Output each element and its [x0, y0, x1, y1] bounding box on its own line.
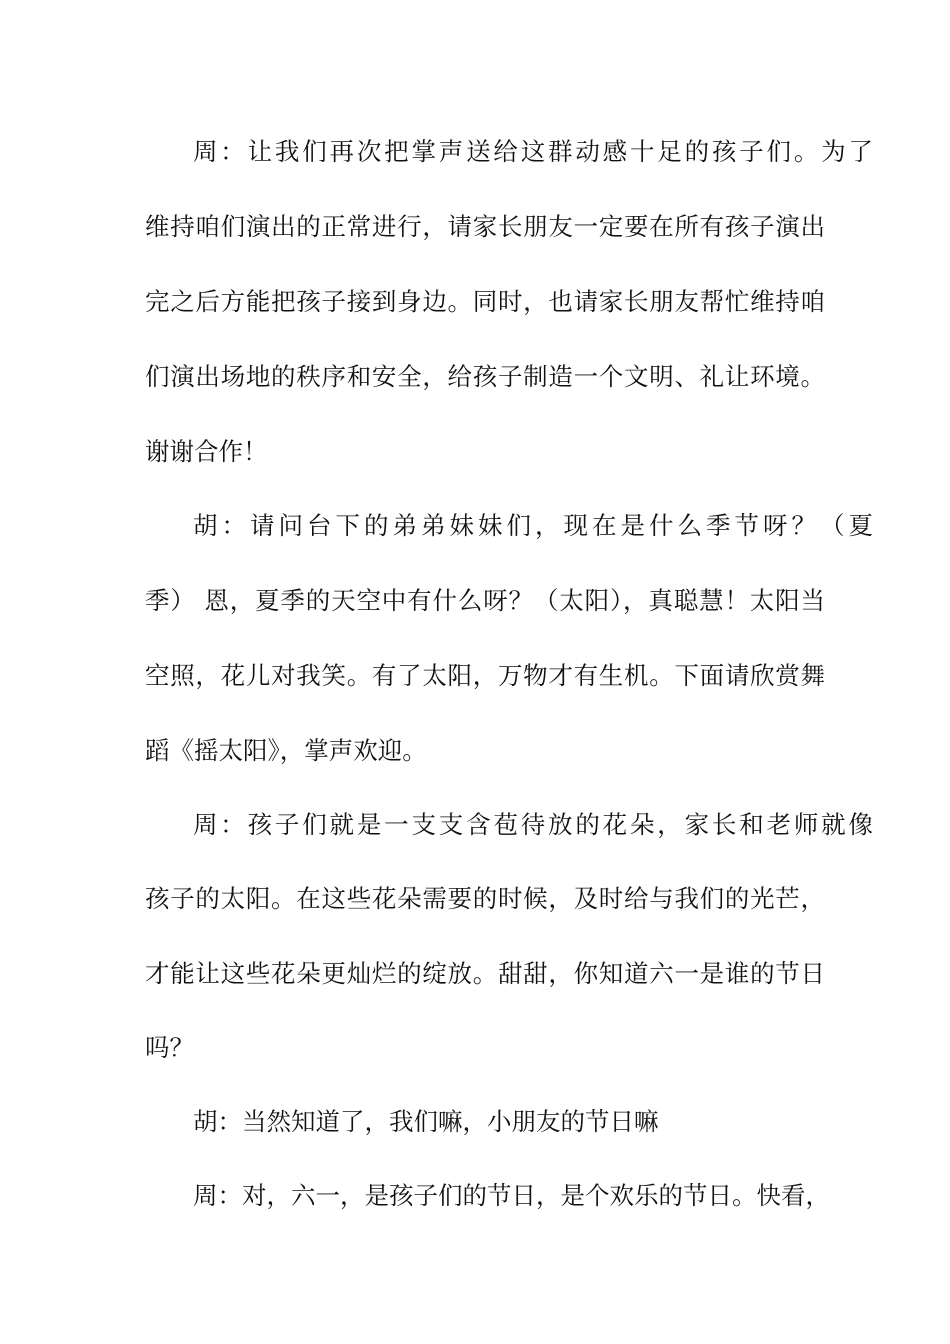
paragraph-line: 维持咱们演出的正常进行，请家长朋友一定要在所有孩子演出	[145, 212, 825, 241]
paragraph-line: 胡：当然知道了，我们嘛，小朋友的节日嘛	[193, 1107, 659, 1136]
paragraph-line: 们演出场地的秩序和安全，给孩子制造一个文明、礼让环境。	[145, 362, 825, 391]
paragraph-line: 胡：请问台下的弟弟妹妹们，现在是什么季节呀？（夏	[193, 511, 873, 540]
paragraph-line: 蹈《摇太阳》，掌声欢迎。	[145, 736, 427, 765]
paragraph-line: 谢谢合作！	[145, 437, 268, 466]
paragraph-line: 周：孩子们就是一支支含苞待放的花朵，家长和老师就像	[193, 810, 873, 839]
paragraph-line: 孩子的太阳。在这些花朵需要的时候，及时给与我们的光芒，	[145, 884, 825, 913]
paragraph-line: 周：对，六一，是孩子们的节日，是个欢乐的节日。快看，	[193, 1181, 830, 1210]
paragraph-line: 周：让我们再次把掌声送给这群动感十足的孩子们。为了	[193, 137, 873, 166]
paragraph-line: 季） 恩，夏季的天空中有什么呀？（太阳），真聪慧！太阳当	[145, 586, 825, 615]
paragraph-line: 吗？	[145, 1033, 194, 1062]
paragraph-line: 才能让这些花朵更灿烂的绽放。甜甜，你知道六一是谁的节日	[145, 959, 825, 988]
paragraph-line: 完之后方能把孩子接到身边。同时，也请家长朋友帮忙维持咱	[145, 287, 825, 316]
paragraph-line: 空照，花儿对我笑。有了太阳，万物才有生机。下面请欣赏舞	[145, 661, 825, 690]
